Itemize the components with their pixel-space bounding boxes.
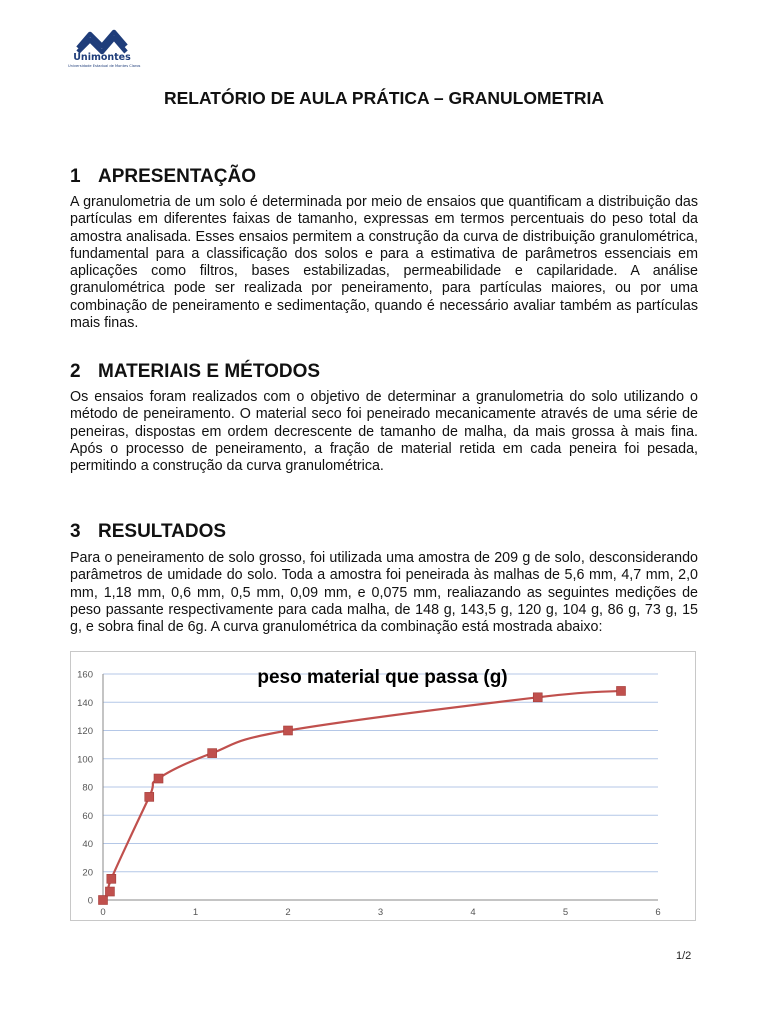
data-point (617, 686, 626, 695)
y-tick-label: 80 (82, 782, 93, 794)
y-tick-label: 0 (87, 895, 93, 907)
chart-svg (71, 652, 697, 922)
y-tick-label: 120 (77, 726, 93, 737)
data-point (107, 874, 116, 883)
section-3-heading (70, 521, 226, 543)
data-point (154, 774, 163, 783)
data-point (105, 887, 114, 896)
data-point (284, 726, 293, 735)
x-tick-label: 0 (100, 907, 106, 918)
y-tick-label: 160 (77, 669, 93, 681)
section-number: 2 (70, 361, 81, 382)
chart-title: peso material que passa (g) (257, 667, 508, 688)
section-title: MATERIAIS E MÉTODOS (98, 361, 321, 382)
section-1-body: A granulometria de um solo é determinada por meio de ensaios que quantificam a distribuição das partículas em diferentes faixas de tamanho, expressas em termos percentuais do peso total da amostra analisada. Esses ensaios permitem a construção da curva de distribuição granulométrica, fundamental para a classificação dos solos e para a estimativa de parâmetros essenciais em aplicações como filtros, bases estabilizadas, permeabilidade e capilaridade. A análise granulométrica pode ser realizada por peneiramento, para partículas maiores, ou por uma combinação de peneiramento e sedimentação, quando é necessário avaliar também as partículas mais finas. (70, 194, 698, 332)
section-1-heading (70, 166, 256, 188)
y-tick-label: 140 (77, 697, 93, 709)
logo-subtitle: Universidade Estadual de Montes Claros (68, 64, 141, 68)
section-2-heading (70, 361, 320, 383)
section-3-body: Para o peneiramento de solo grosso, foi utilizada uma amostra de 209 g de solo, desconsiderando parâmetros de umidade do solo. Toda a amostra foi peneirada às malhas de 5,6 mm, 4,7 mm, 2,0 mm, 1,18 mm, 0,6 mm, 0,5 mm, 0,09 mm, e 0,075 mm, realiazando as seguintes medições de peso passante respectivamente para cada malha, de 148 g, 143,5 g, 120 g, 104 g, 86 g, 73 g, 15 g, e sobra final de 6g. A curva granulométrica da combinação está mostrada abaixo: (70, 550, 698, 636)
section-number: 1 (70, 166, 81, 187)
y-tick-label: 40 (82, 839, 93, 850)
data-point (208, 749, 217, 758)
section-2-body: Os ensaios foram realizados com o objetivo de determinar a granulometria do solo utilizando o método de peneiramento. O material seco foi peneirado mecanicamente através de uma série de peneiras, dispostas em ordem decrescente de tamanho de malha, da mais grossa à mais fina. Após o processo de peneiramento, a fração de material retida em cada peneira foi pesada, permitindo a construção da curva granulométrica. (70, 389, 698, 475)
data-point (99, 896, 108, 905)
x-tick-label: 3 (377, 907, 384, 918)
y-tick-label: 20 (82, 867, 93, 879)
logo-wordmark: Unimontes (73, 52, 131, 63)
granulometry-chart (70, 651, 696, 921)
data-point (145, 792, 154, 801)
x-tick-label: 5 (562, 907, 569, 918)
x-tick-label: 4 (470, 907, 476, 918)
x-tick-label: 1 (192, 907, 199, 918)
page-number: 1/2 (676, 950, 692, 962)
data-point (533, 693, 542, 702)
section-title: RESULTADOS (98, 521, 227, 542)
y-tick-label: 100 (77, 754, 93, 766)
section-title: APRESENTAÇÃO (98, 166, 256, 187)
y-tick-label: 60 (82, 810, 93, 822)
x-tick-label: 6 (655, 907, 661, 918)
document-title: RELATÓRIO DE AULA PRÁTICA – GRANULOMETRIA (163, 88, 605, 108)
series-line (103, 691, 621, 900)
section-number: 3 (70, 521, 81, 542)
x-tick-label: 2 (285, 907, 291, 918)
